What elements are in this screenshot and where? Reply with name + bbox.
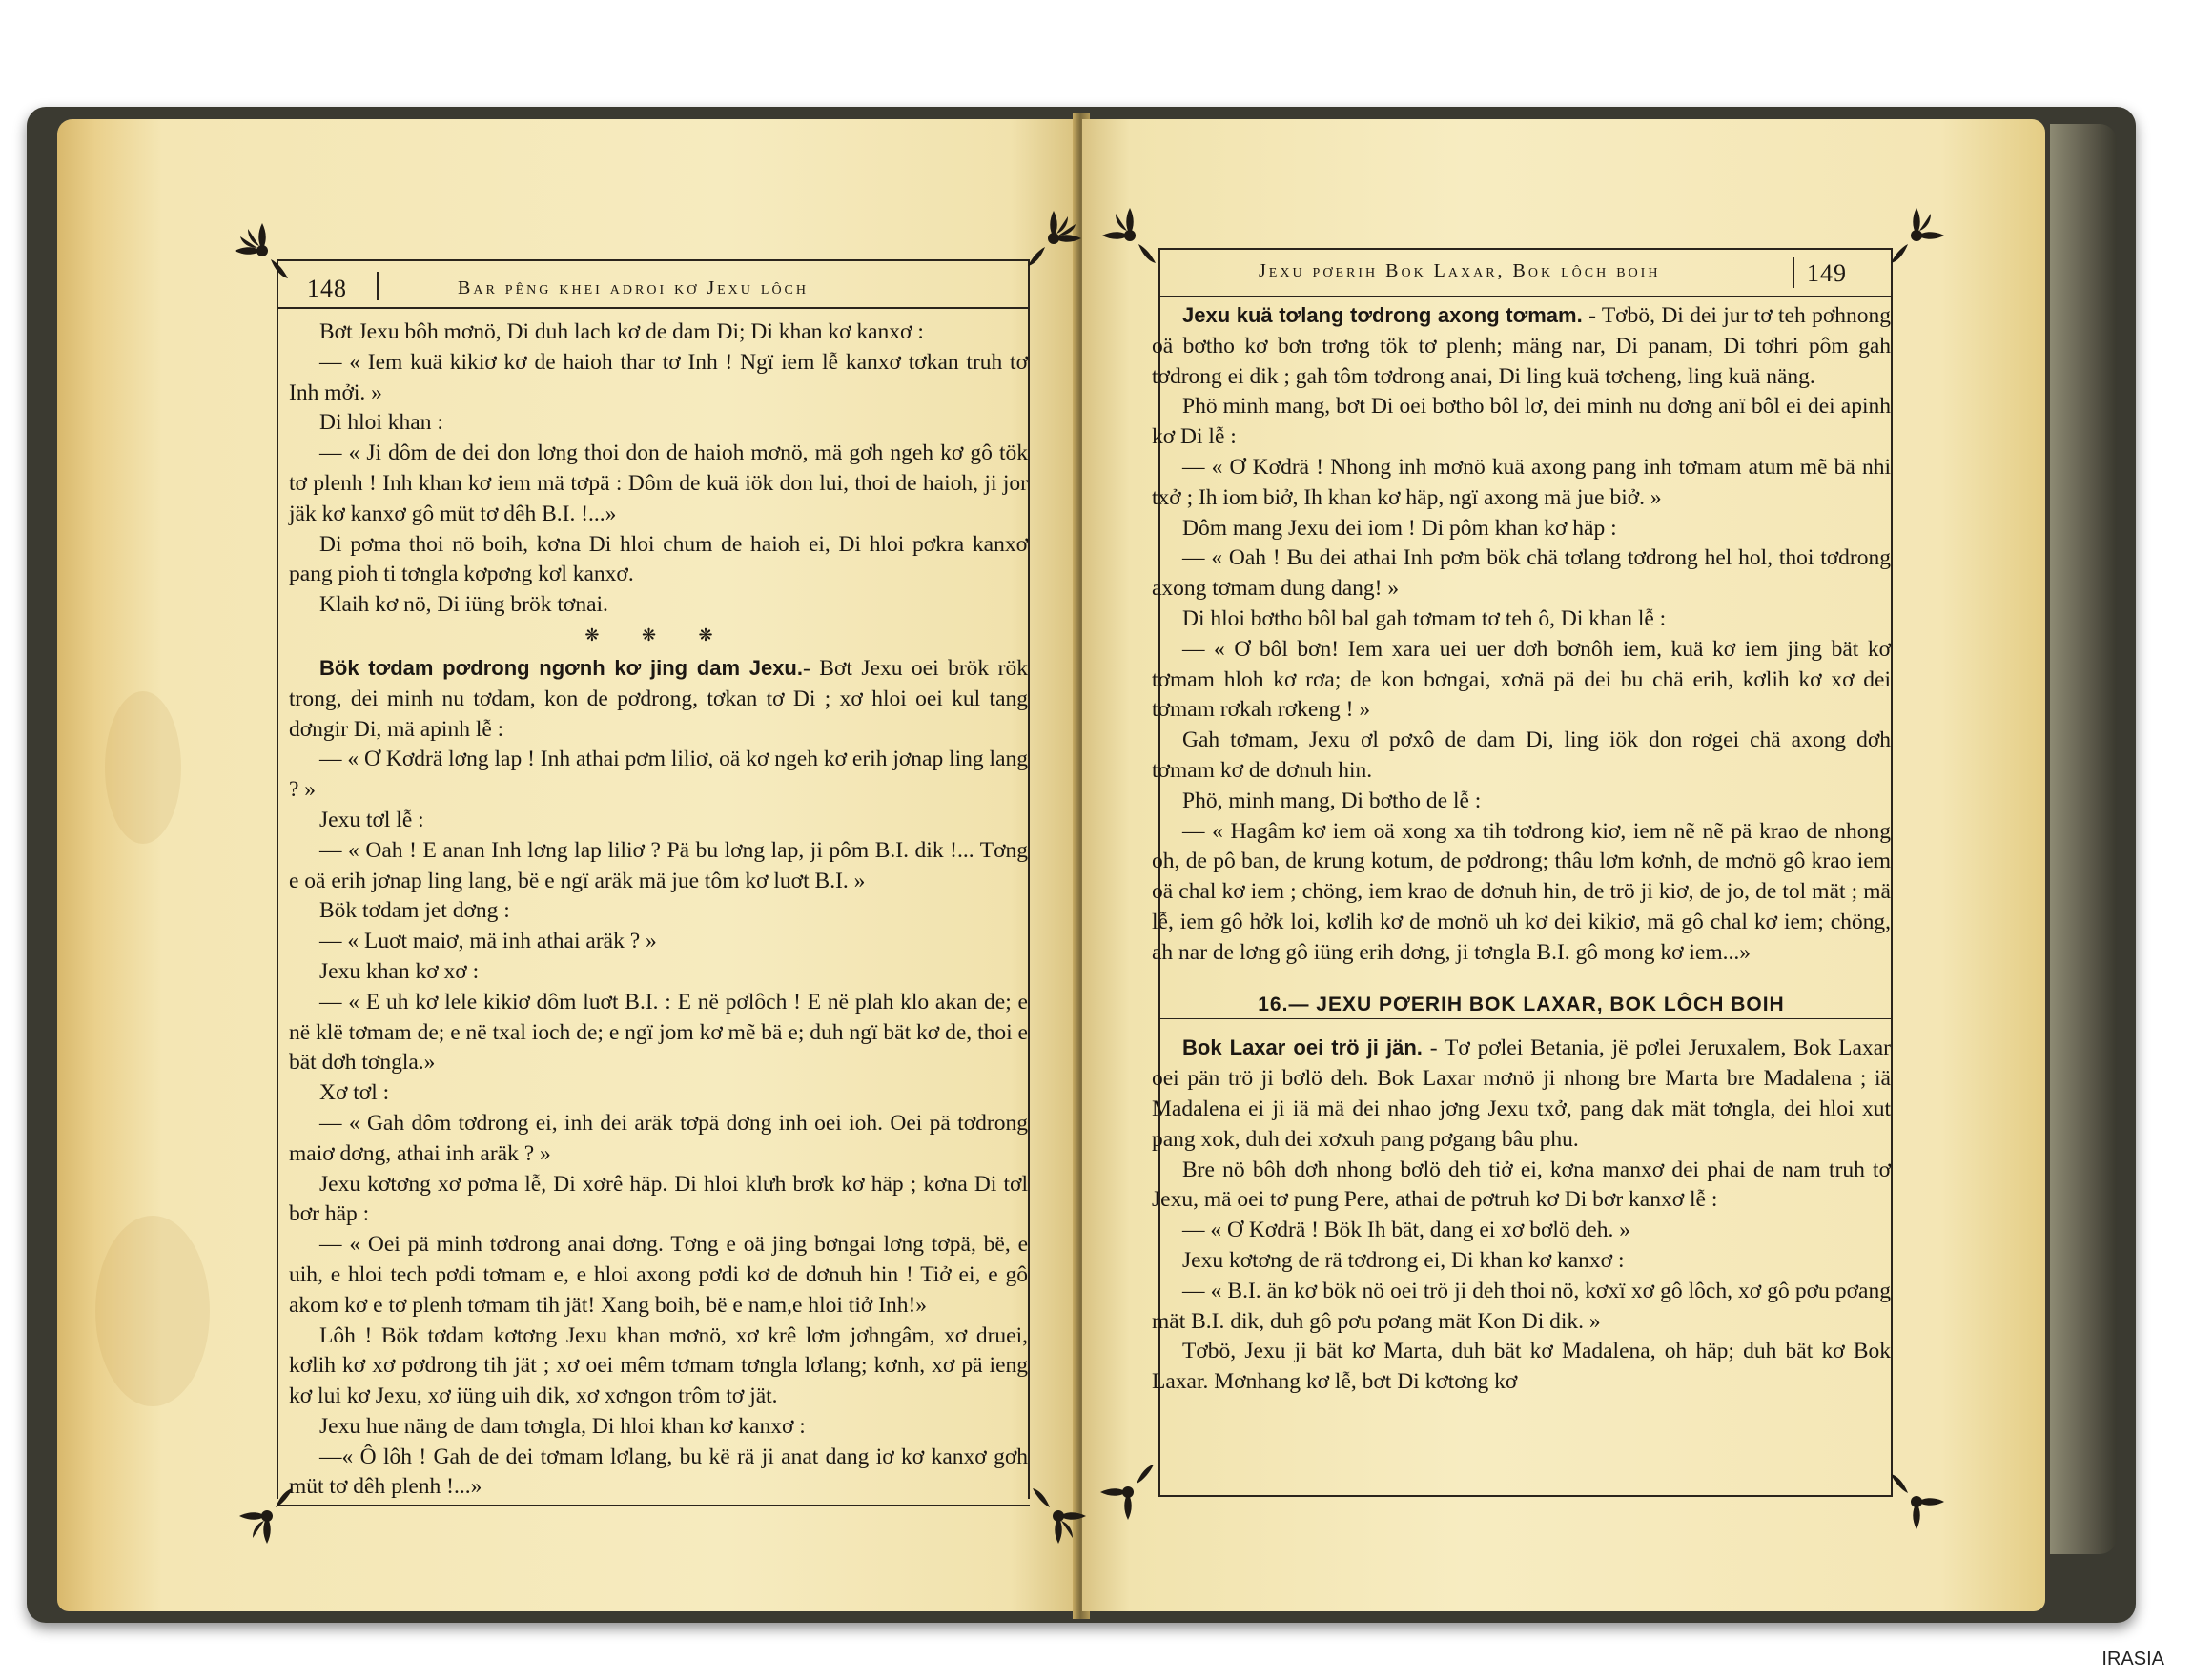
paragraph: Lôh ! Bök tơdam kơtơng Jexu khan mơnö, xơ krê lơm jơhngâm, xơ druei, kơlih kơ xơ pơdrong tih jät ; xơ oei mêm tơmam tơngla lơlang; kơnh, xơ pä ieng kơ lui kơ Jexu, xơ iüng uih dik, xơ xơngon trôm tơ jät.: [289, 1322, 1028, 1409]
frame-right-rule: [1028, 259, 1030, 1499]
paragraph: [1152, 543, 1891, 604]
running-head: Jexu pơerih Bok Laxar, Bok lôch boih: [1259, 260, 1661, 281]
paragraph-group: [289, 745, 1028, 1503]
paragraph: [1152, 453, 1891, 514]
paragraph-text: — « Oah ! Bu dei athai Inh pơm bök chä tơlang tơdrong hel hol, thoi tơdrong axong tơmam dung dang! »: [1152, 545, 1891, 602]
paragraph-group: [1152, 1033, 1891, 1398]
paragraph-group: [289, 318, 1028, 621]
frame-right-rule: [1891, 248, 1893, 1497]
paragraph-lead: Bok Laxar oei trö ji jän.: [1182, 1035, 1423, 1060]
frame-left-rule: [277, 259, 278, 1499]
paragraph-text: — « Ơ Kơdrä ! Nhong inh mơnö kuä axong pang inh tơmam atum mẽ bä nhi txở ; Ih iom biở, Ih khan kơ häp, ngï axong mä jue biở. »: [1152, 454, 1891, 510]
paragraph-text: — « Iem kuä kikiơ kơ de haioh thar tơ Inh ! Ngï iem lễ kanxơ tơkan truh tơ Inh mởi. »: [289, 349, 1028, 405]
paragraph: — « Oah ! E anan Inh lơng lap liliơ ? Pä bu lơng lap, ji pôm B.I. dik !... Tơng e oä erih jơnap ling lang, bë e ngï aräk mä jue tôm kơ luơt B.I. »: [289, 837, 1028, 893]
section-heading: Bök tơdam pơdrong ngơnh kơ jing dam Jexu.: [319, 655, 803, 680]
paragraph-group: [1152, 300, 1891, 969]
paragraph: [1152, 787, 1891, 817]
paragraph: — « Luơt maiơ, mä inh athai aräk ? »: [319, 929, 657, 954]
page-number: 148: [307, 275, 347, 302]
page-number: 149: [1807, 259, 1847, 287]
paragraph-text: Di hloi bơtho bôl bal gah tơmam tơ teh ô, Di khan lễ :: [1182, 605, 1667, 631]
paragraph: [1152, 604, 1891, 635]
fleuron-ornament-icon: [1096, 202, 1163, 269]
paragraph: [1152, 1216, 1891, 1246]
fleuron-ornament-icon: [1883, 202, 1950, 269]
header-divider: [1793, 257, 1794, 288]
foxing-stain: [105, 691, 181, 844]
header-rule-bottom: [277, 307, 1030, 309]
header-rule-top: [277, 259, 1030, 261]
fleuron-ornament-icon: [1025, 1483, 1092, 1549]
paragraph: [1152, 1156, 1891, 1217]
paragraph: [289, 530, 1028, 591]
right-text-column: [1152, 300, 1891, 1398]
paragraph: Jexu hue näng de dam tơngla, Di hloi khan kơ kanxơ :: [319, 1413, 806, 1439]
paragraph-lead: Jexu kuä tơlang tơdrong axong tơmam.: [1182, 303, 1583, 327]
paragraph-text: — « Hagâm kơ iem oä xong xa tih tơdrong kiơ, iem nẽ nẽ pä krao de nhong oh, de pô ban, de krung kotum, de pơdrong; thâu lơm kơnh, de mơnö gô krao iem oä chal kơ iem ; chöng, iem krao de dơnuh hin, de trö ji kiơ, de jo, de tol mät ; mä lễ, iem gô hởk loi, kơlih kơ de mơnö uh kơ dei kikiơ, mä gô chal kơ iem; chöng, ah nar de lơng gô iüng erih dơng, ji tơngla B.I. gô mong kơ iem...»: [1152, 818, 1891, 965]
paragraph-text: Bre nö bôh dơh nhong bơlö deh tiở ei, kơna manxơ dei phai de nam truh tơ Jexu, mä oei tơ pung Pere, athai de pơtruh kơ Di bơr kanxơ lễ :: [1152, 1157, 1891, 1213]
paragraph: [1152, 300, 1891, 392]
left-text-column: [289, 318, 1028, 1503]
paragraph-text: Di pơma thoi nö boih, kơna Di hloi chum de haioh ei, Di hloi pơkra kanxơ pang pioh ti tơngla kơpơng kơl kanxơ.: [289, 531, 1028, 587]
section-separator: ❋ ❋ ❋: [584, 625, 732, 645]
chapter-title: 16.— JEXU PƠERIH BOK LAXAR, BOK LÔCH BOIH: [1258, 993, 1785, 1015]
foxing-stain: [95, 1216, 210, 1406]
paragraph: [1152, 392, 1891, 453]
fleuron-ornament-icon: [1020, 205, 1087, 272]
paragraph-text: - Tơ pơlei Betania, jë pơlei Jeruxalem, Bok Laxar oei pän trö ji bơlö deh. Bok Laxar mơnö ji nhong bre Marta bre Madalena ; iä Madalena ei ji iä mä dei nhao jơng Jexu txở, pang dak mät tơngla, dei hloi xut pang xok, duh dei xơxuh pang pơgang bâu phu.: [1152, 1035, 1891, 1152]
fleuron-ornament-icon: [1883, 1468, 1950, 1535]
paragraph: [289, 408, 1028, 439]
paragraph: Jexu khan kơ xơ :: [319, 958, 480, 984]
paragraph: — « Gah dôm tơdrong ei, inh dei aräk tơpä dơng inh oei ioh. Oei pä tơdrong maiơ dơng, athai inh aräk ? »: [289, 1110, 1028, 1166]
paragraph-text: Klaih kơ nö, Di iüng brök tơnai.: [319, 592, 608, 618]
paragraph-text: Di hloi khan :: [319, 410, 443, 436]
paragraph-text: - Bơt Jexu oei brök rök trong, dei minh nu tơdam, kon de pơdrong, tơkan tơ Di ; xơ hloi oei kul tang dơngir Di, mä apinh lễ :: [289, 655, 1028, 742]
frame-bottom-rule: [1158, 1495, 1893, 1497]
page-edges: [2050, 124, 2117, 1554]
paragraph: [289, 348, 1028, 409]
watermark: IRASIA: [2101, 1649, 2164, 1670]
paragraph-text: Gah tơmam, Jexu ơl pơxô de dam Di, ling iök don rơgei chä axong dơh tơmam kơ de dơnuh hin.: [1152, 727, 1891, 783]
frame-bottom-rule: [277, 1505, 1030, 1506]
paragraph: [1152, 817, 1891, 969]
paragraph: Jexu tơl lễ :: [319, 807, 424, 832]
paragraph-text: Tơbö, Jexu ji bät kơ Marta, duh bät kơ Madalena, oh häp; duh bät kơ Bok Laxar. Mơnhang kơ lễ, bơt Di kơtơng kơ: [1152, 1339, 1891, 1395]
paragraph: — « Ơ Kơdrä lơng lap ! Inh athai pơm liliơ, oä kơ ngeh kơ erih jơnap ling lang ? »: [289, 747, 1028, 803]
paragraph: — « E uh kơ lele kikiơ dôm luơt B.I. : E në pơlôch ! E në plah klo akan de; e në klë tơmam de; e në txal ioch de; e ngï jom kơ mẽ bä e; duh ngï bät kơ de, thoi e bät dơh tơngla.»: [289, 989, 1028, 1076]
fleuron-ornament-icon: [229, 217, 296, 284]
paragraph: [1152, 1277, 1891, 1338]
paragraph-text: — « B.I. än kơ bök nö oei trö ji deh thoi nö, kơxï xơ gô lôch, xơ gô pơu pơang mät B.I. dik, duh gô pơu pơang mät Kon Di dik. »: [1152, 1278, 1891, 1334]
paragraph-text: Phö, minh mang, Di bơtho de lễ :: [1182, 788, 1482, 813]
header-rule-bottom: [1158, 296, 1893, 297]
paragraph: [1152, 635, 1891, 726]
paragraph: [1152, 514, 1891, 544]
paragraph-text: — « Ji dôm de dei don lơng thoi don de haioh mơnö, mä gơh ngeh kơ gô tök tơ plenh ! Inh khan kơ iem mä tơpä : Dôm de kuä iök don lui, thoi de haioh, ji jor jäk kơ kanxơ gô müt tơ dêh B.I. !...»: [289, 440, 1028, 526]
header-divider: [377, 272, 379, 300]
paragraph-text: — « Ơ Kơdrä ! Bök Ih bät, dang ei xơ bơlö deh. »: [1182, 1218, 1630, 1243]
paragraph: [1152, 1337, 1891, 1398]
paragraph: —« Ô lôh ! Gah de dei tơmam lơlang, bu kë rä ji anat dang iơ kơ kanxơ gơh müt tơ dêh plenh !...»: [289, 1444, 1028, 1500]
paragraph-text: Bơt Jexu bôh mơnö, Di duh lach kơ de dam Di; Di khan kơ kanxơ :: [319, 319, 924, 344]
paragraph: Xơ tơl :: [319, 1080, 390, 1106]
paragraph: [1152, 1033, 1891, 1155]
paragraph: [289, 439, 1028, 529]
paragraph-text: Dôm mang Jexu dei iom ! Di pôm khan kơ häp :: [1182, 515, 1617, 541]
paragraph: [289, 590, 1028, 621]
section-paragraph: [289, 653, 1028, 745]
paragraph-text: - Tơbö, Di dei jur tơ teh pơhnong oä bơtho kơ bơn trơng tök tơ plenh; mäng nar, Di panam, Di tơhri pôm gah tơdrong ei dik ; gah tôm tơdrong anai, Di ling kuä tơcheng, ling kuä näng.: [1152, 303, 1892, 389]
paragraph-text: — « Ơ bôl bơn! Iem xara uei uer dơh bơnôh iem, kuä kơ iem jing bät kơ tơmam hloh kơ rơa; de kon bơngai, xơnä pä dei bu chä erih, kơlih kơ xơ dei tơmam rơkah rơkeng ! »: [1152, 636, 1891, 723]
running-head: Bar pêng khei adroi kơ Jexu lôch: [458, 277, 809, 298]
paragraph: — « Oei pä minh tơdrong anai dơng. Tơng e oä jing bơngai lơng tơpä, bë, e uih, e hloi tech pơdi tơmam e, e hloi axong pơdi kơ de dơnuh hin ! Tiở ei, e gô akom kơ e tơ plenh tơmam tih jät! Xang boih, bë e nam,e hloi tiở Inh!»: [289, 1232, 1028, 1318]
header-rule-top: [1158, 248, 1893, 250]
paragraph: Bök tơdam jet dơng :: [319, 898, 510, 924]
paragraph: [289, 318, 1028, 348]
paragraph: [1152, 1246, 1891, 1277]
paragraph: [1152, 726, 1891, 787]
paragraph-text: Phö minh mang, bơt Di oei bơtho bôl lơ, dei minh nu dơng anï bôl ei dei apinh kơ Di lễ :: [1152, 394, 1891, 450]
paragraph: Jexu kơtơng xơ pơma lễ, Di xơrê häp. Di hloi klưh brơk kơ häp ; kơna Di tơl bơr häp :: [289, 1171, 1028, 1227]
paragraph-text: Jexu kơtơng de rä tơdrong ei, Di khan kơ kanxơ :: [1182, 1247, 1625, 1273]
fleuron-ornament-icon: [1095, 1459, 1161, 1526]
